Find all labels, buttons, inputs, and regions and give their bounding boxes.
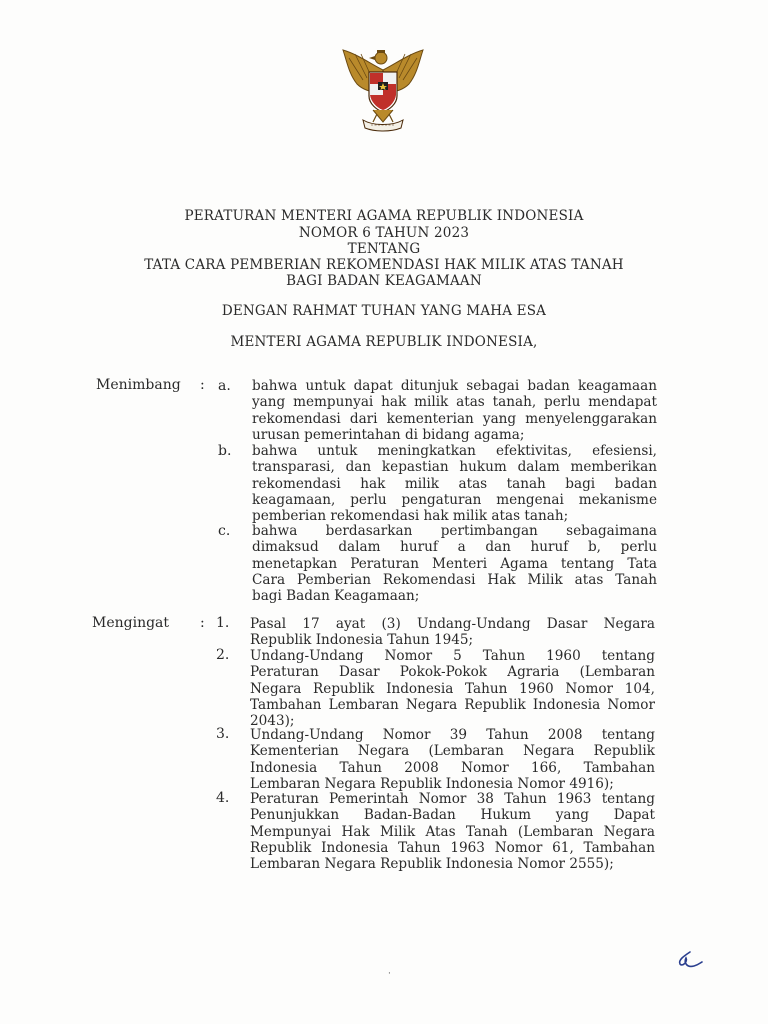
text-line: keagamaan, perlu pengaturan mengenai mekanisme (252, 491, 657, 508)
mengingat-label: Mengingat (92, 615, 170, 631)
regulation-title: PERATURAN MENTERI AGAMA REPUBLIK INDONESIA (184, 208, 584, 224)
regulation-subject-line2: BAGI BADAN KEAGAMAAN (286, 273, 482, 289)
text-line: Undang-Undang Nomor 39 Tahun 2008 tentang (250, 727, 655, 743)
text-line: Cara Pemberian Rekomendasi Hak Milik atas Tanah (252, 571, 657, 588)
mengingat-item-3 (250, 727, 655, 792)
menimbang-marker-c: c. (218, 523, 231, 539)
menimbang-marker-b: b. (218, 443, 232, 459)
text-line: bagi Badan Keagamaan; (252, 588, 420, 605)
text-line: menetapkan Peraturan Menteri Agama tentang Tata (252, 555, 657, 572)
text-line: Penunjukkan Badan-Badan Hukum yang Dapat (250, 807, 655, 824)
text-line: bahwa berdasarkan pertimbangan sebagaimana (252, 523, 657, 539)
text-line: pemberian rekomendasi hak milik atas tanah; (252, 508, 569, 525)
text-line: rekomendasi dari kementerian yang menyelenggarakan (252, 410, 657, 427)
text-line: Republik Indonesia Tahun 1945; (250, 632, 474, 649)
invocation-line: DENGAN RAHMAT TUHAN YANG MAHA ESA (221, 303, 547, 319)
text-line: Lembaran Negara Republik Indonesia Nomor 4916); (250, 775, 614, 792)
text-line: rekomendasi hak milik atas tanah bagi badan (252, 475, 657, 492)
minister-line: MENTERI AGAMA REPUBLIK INDONESIA, (230, 334, 538, 350)
about-label: TENTANG (347, 241, 421, 257)
menimbang-item-b (252, 443, 657, 524)
text-line: Negara Republik Indonesia Tahun 1960 Nomor 104, (250, 680, 655, 697)
garuda-emblem-icon (333, 40, 433, 136)
text-line: 2043); (250, 713, 295, 730)
menimbang-colon: : (200, 377, 205, 393)
menimbang-marker-a: a. (218, 378, 231, 394)
text-line: yang mempunyai hak milik atas tanah, perlu mendapat (252, 394, 657, 411)
text-line: transparasi, dan kepastian hukum dalam memberikan (252, 459, 657, 476)
regulation-subject-line1: TATA CARA PEMBERIAN REKOMENDASI HAK MILIK ATAS TANAH (144, 257, 624, 273)
mengingat-marker-1: 1. (216, 615, 230, 631)
text-line: Republik Indonesia Tahun 1963 Nomor 61, Tambahan (250, 839, 655, 856)
mengingat-marker-2: 2. (216, 647, 230, 663)
text-line: urusan pemerintahan di bidang agama; (252, 426, 525, 443)
text-line: Undang-Undang Nomor 5 Tahun 1960 tentang (250, 648, 655, 664)
menimbang-item-a (252, 378, 657, 443)
mengingat-item-2 (250, 648, 655, 729)
mengingat-marker-4: 4. (216, 790, 230, 806)
text-line: Lembaran Negara Republik Indonesia Nomor 2555); (250, 856, 614, 873)
text-line: dimaksud dalam huruf a dan huruf b, perlu (252, 539, 657, 556)
mengingat-item-1 (250, 616, 655, 649)
text-line: Peraturan Dasar Pokok-Pokok Agraria (Lembaran (250, 664, 655, 681)
mengingat-marker-3: 3. (216, 726, 230, 742)
menimbang-label: Menimbang (96, 377, 181, 393)
text-line: Tambahan Lembaran Negara Republik Indonesia Nomor (250, 696, 655, 713)
text-line: bahwa untuk meningkatkan efektivitas, efesiensi, (252, 443, 657, 459)
mengingat-colon: : (200, 615, 205, 631)
text-line: bahwa untuk dapat ditunjuk sebagai badan keagamaan (252, 378, 657, 394)
text-line: Pasal 17 ayat (3) Undang-Undang Dasar Negara (250, 616, 655, 632)
scan-mark: · (388, 969, 391, 979)
text-line: Indonesia Tahun 2008 Nomor 166, Tambahan (250, 759, 655, 776)
text-line: Kementerian Negara (Lembaran Negara Republik (250, 743, 655, 760)
text-line: Mempunyai Hak Milik Atas Tanah (Lembaran Negara (250, 823, 655, 840)
mengingat-item-4 (250, 791, 655, 872)
paraf-signature-icon (672, 948, 704, 972)
menimbang-item-c (252, 523, 657, 604)
text-line: Peraturan Pemerintah Nomor 38 Tahun 1963 tentang (250, 791, 655, 807)
regulation-number: NOMOR 6 TAHUN 2023 (298, 225, 470, 241)
